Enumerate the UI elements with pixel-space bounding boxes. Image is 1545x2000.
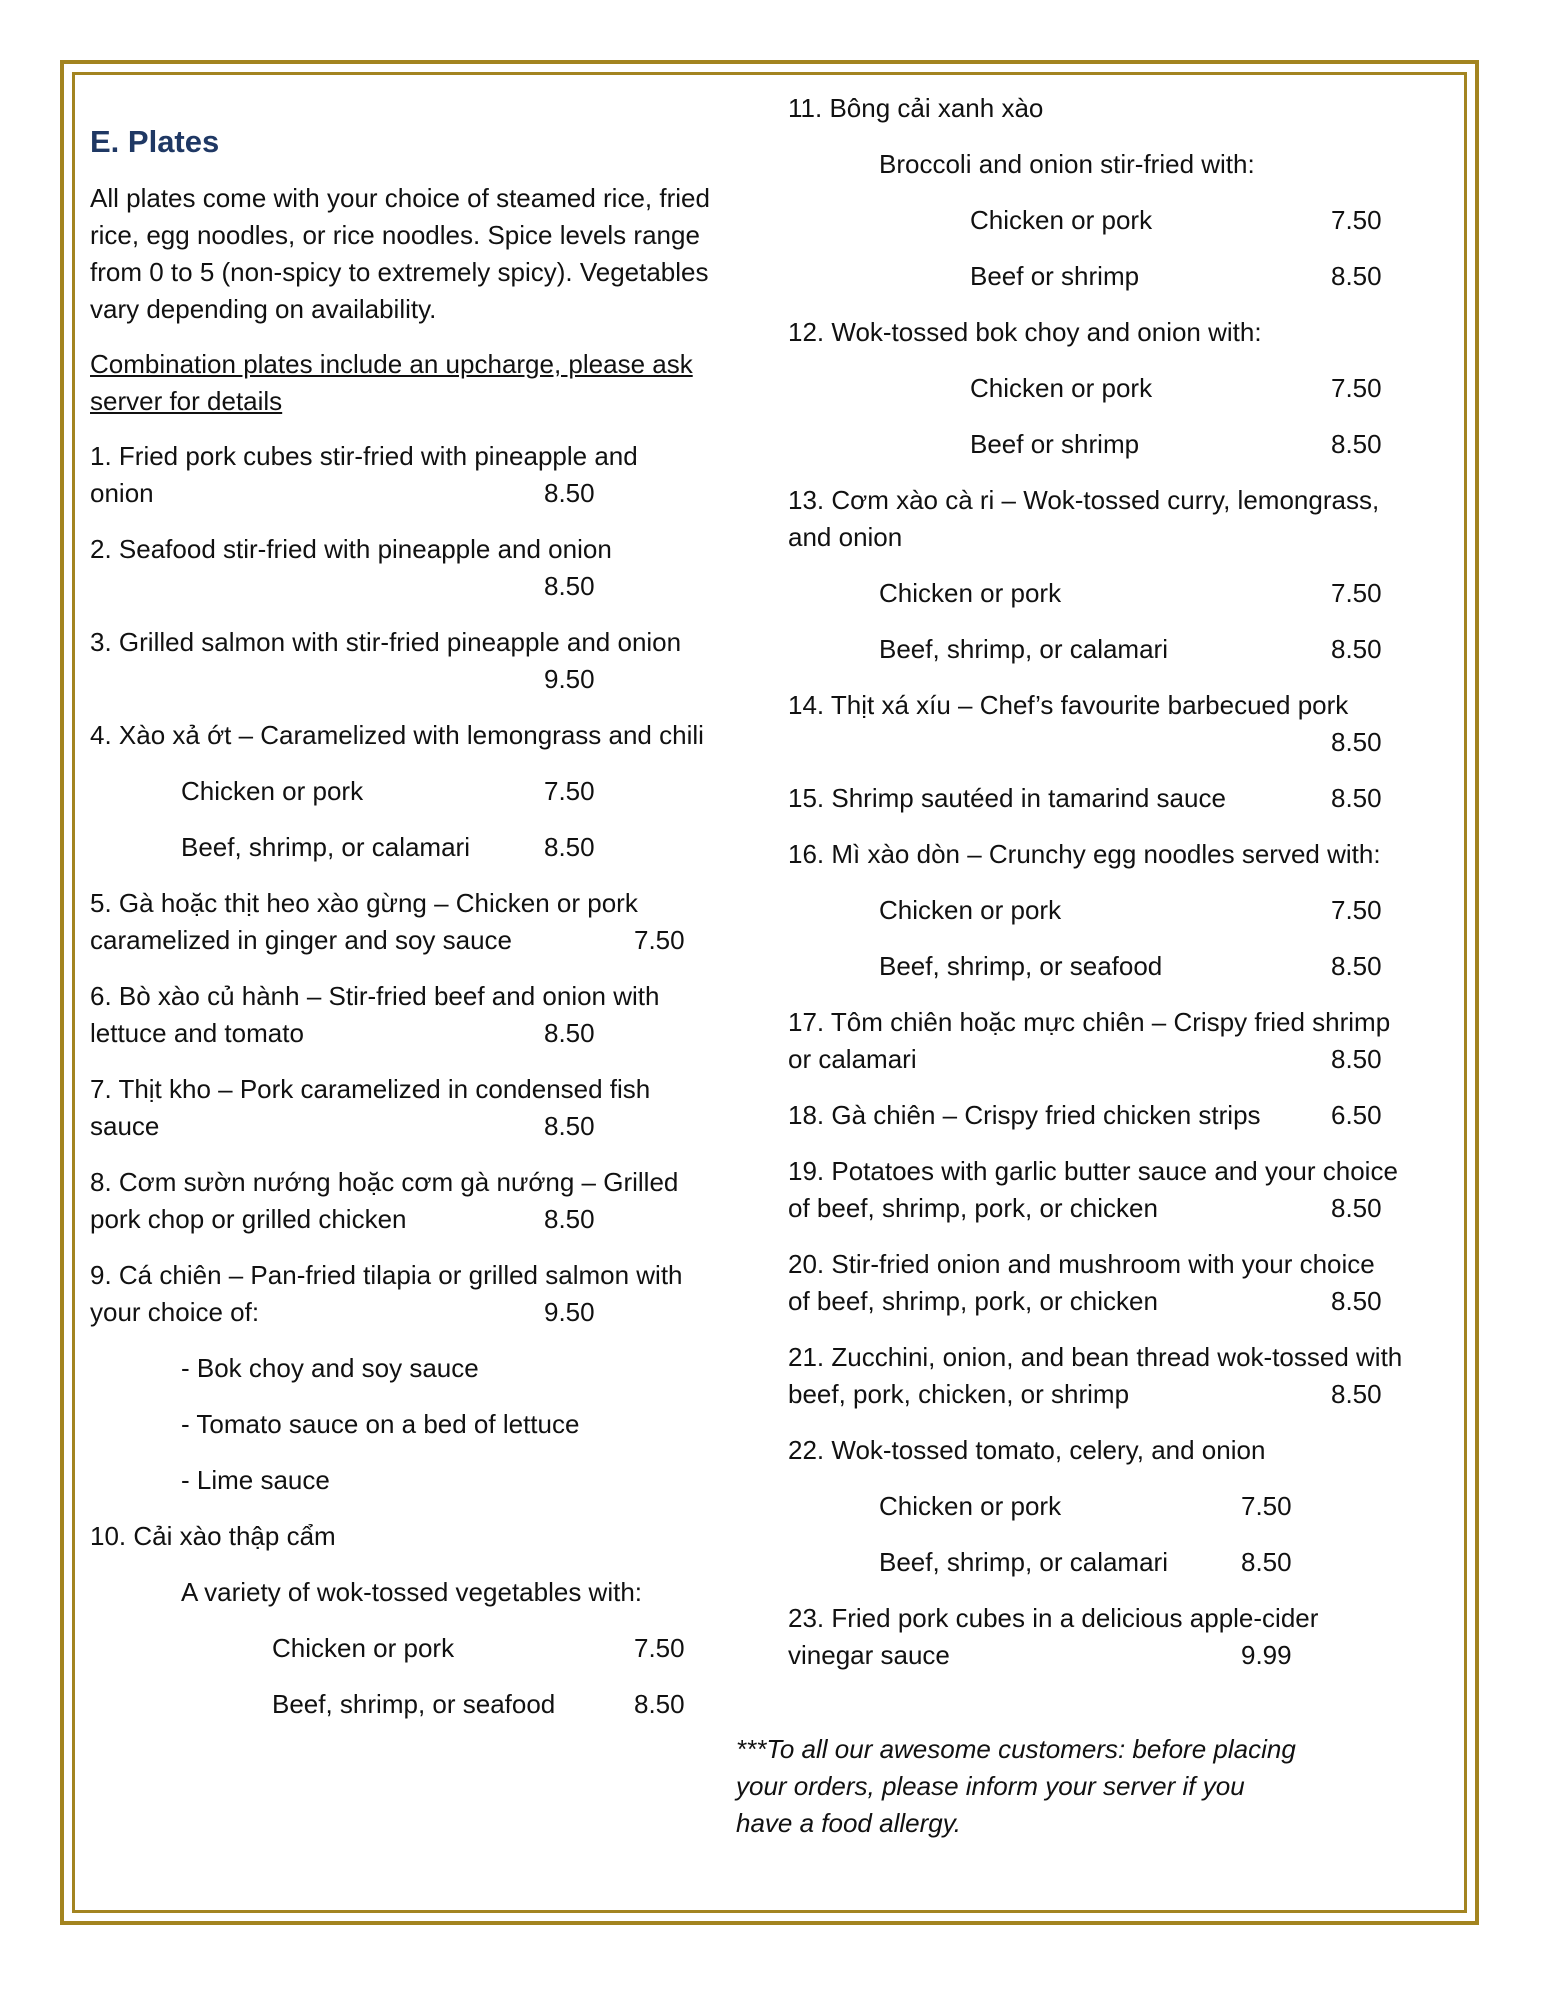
item-option bbox=[788, 258, 1448, 295]
item-title: 8. Cơm sườn nướng hoặc cơm gà nướng – Grilled bbox=[90, 1167, 679, 1197]
option-name: Chicken or pork bbox=[181, 776, 364, 806]
item-option bbox=[788, 370, 1448, 407]
item-option bbox=[90, 1630, 750, 1667]
item-option bbox=[90, 1686, 750, 1723]
option-name: Chicken or pork bbox=[879, 578, 1062, 608]
option-name: Chicken or pork bbox=[970, 205, 1153, 235]
option-price: 7.50 bbox=[1331, 205, 1382, 235]
item-title-cont: lettuce and tomato bbox=[90, 1018, 304, 1048]
section-title: E. Plates bbox=[90, 124, 220, 159]
item-title: 16. Mì xào dòn – Crunchy egg noodles served with: bbox=[788, 839, 1381, 869]
option-name: Chicken or pork bbox=[879, 1491, 1062, 1521]
item-title: 5. Gà hoặc thịt heo xào gừng – Chicken or pork bbox=[90, 888, 638, 918]
left-column bbox=[90, 122, 750, 1742]
menu-item-18 bbox=[788, 1097, 1448, 1134]
menu-item-8 bbox=[90, 1164, 750, 1238]
item-title-cont: of beef, shrimp, pork, or chicken bbox=[788, 1286, 1158, 1316]
item-title: 18. Gà chiên – Crispy fried chicken strips bbox=[788, 1100, 1261, 1130]
menu-item-13 bbox=[788, 482, 1448, 668]
subtitle-text: Broccoli and onion stir-fried with: bbox=[879, 149, 1255, 179]
option-price: 8.50 bbox=[1331, 634, 1382, 664]
option-price: 8.50 bbox=[634, 1689, 685, 1719]
item-title: 21. Zucchini, onion, and bean thread wok-tossed with bbox=[788, 1342, 1403, 1372]
item-option bbox=[788, 1488, 1448, 1525]
item-option bbox=[90, 1462, 750, 1499]
option-name: Beef or shrimp bbox=[970, 429, 1140, 459]
menu-item-23 bbox=[788, 1600, 1448, 1674]
option-price: 7.50 bbox=[1331, 578, 1382, 608]
menu-item-11 bbox=[788, 90, 1448, 295]
item-option bbox=[788, 426, 1448, 463]
option-price: 7.50 bbox=[1331, 373, 1382, 403]
item-title-cont: and onion bbox=[788, 522, 903, 552]
item-price: 8.50 bbox=[544, 1018, 595, 1048]
menu-item-1 bbox=[90, 438, 750, 512]
menu-item-21 bbox=[788, 1339, 1448, 1413]
item-option bbox=[788, 631, 1448, 668]
item-title: 6. Bò xào củ hành – Stir-fried beef and onion with bbox=[90, 981, 660, 1011]
item-option bbox=[90, 1350, 750, 1387]
option-name: Beef, shrimp, or seafood bbox=[879, 951, 1163, 981]
item-option bbox=[788, 1544, 1448, 1581]
option-price: 8.50 bbox=[1331, 261, 1382, 291]
item-title-cont: sauce bbox=[90, 1111, 160, 1141]
item-title: 4. Xào xả ớt – Caramelized with lemongrass and chili bbox=[90, 720, 704, 750]
item-title-cont: or calamari bbox=[788, 1044, 917, 1074]
option-price: 7.50 bbox=[544, 776, 595, 806]
menu-item-20 bbox=[788, 1246, 1448, 1320]
intro-text: All plates come with your choice of steamed rice, fried rice, egg noodles, or rice noodles. Spice levels range from 0 to 5 (non-spicy to extremely spicy). Vegetables vary depending on availability. bbox=[90, 183, 710, 324]
item-subtitle bbox=[90, 1574, 750, 1611]
menu-item-9 bbox=[90, 1257, 750, 1499]
option-name: - Bok choy and soy sauce bbox=[181, 1353, 479, 1383]
menu-item-10 bbox=[90, 1518, 750, 1723]
item-price: 8.50 bbox=[544, 478, 595, 508]
allergy-note: ***To all our awesome customers: before placing your orders, please inform your server if you have a food allergy. bbox=[736, 1734, 1296, 1838]
option-name: Chicken or pork bbox=[970, 373, 1153, 403]
subtitle-text: A variety of wok-tossed vegetables with: bbox=[181, 1577, 643, 1607]
menu-item-7 bbox=[90, 1071, 750, 1145]
item-option bbox=[90, 829, 750, 866]
menu-page bbox=[72, 72, 1467, 1913]
option-name: - Lime sauce bbox=[181, 1465, 330, 1495]
option-name: Beef, shrimp, or calamari bbox=[879, 1547, 1168, 1577]
option-price: 7.50 bbox=[1331, 895, 1382, 925]
item-price: 6.50 bbox=[1331, 1100, 1382, 1130]
item-title-cont: onion bbox=[90, 478, 154, 508]
option-price: 8.50 bbox=[544, 832, 595, 862]
item-title: 12. Wok-tossed bok choy and onion with: bbox=[788, 317, 1262, 347]
option-price: 7.50 bbox=[634, 1633, 685, 1663]
item-price: 8.50 bbox=[544, 1111, 595, 1141]
item-title-cont: your choice of: bbox=[90, 1297, 260, 1327]
item-price: 9.50 bbox=[544, 664, 595, 694]
item-title: 11. Bông cải xanh xào bbox=[788, 93, 1044, 123]
item-price: 8.50 bbox=[1331, 1379, 1382, 1409]
menu-item-14 bbox=[788, 687, 1448, 761]
item-title-cont: caramelized in ginger and soy sauce bbox=[90, 925, 513, 955]
option-name: Chicken or pork bbox=[879, 895, 1062, 925]
item-title: 3. Grilled salmon with stir-fried pineapple and onion bbox=[90, 627, 682, 657]
item-title: 22. Wok-tossed tomato, celery, and onion bbox=[788, 1435, 1266, 1465]
option-name: Beef or shrimp bbox=[970, 261, 1140, 291]
item-price: 8.50 bbox=[1331, 783, 1382, 813]
menu-item-22 bbox=[788, 1432, 1448, 1581]
item-price: 7.50 bbox=[634, 925, 685, 955]
item-subtitle bbox=[788, 146, 1448, 183]
item-price: 8.50 bbox=[544, 1204, 595, 1234]
item-option bbox=[90, 1406, 750, 1443]
menu-item-19 bbox=[788, 1153, 1448, 1227]
menu-item-6 bbox=[90, 978, 750, 1052]
item-price: 8.50 bbox=[544, 571, 595, 601]
item-price: 8.50 bbox=[1331, 1286, 1382, 1316]
option-price: 8.50 bbox=[1241, 1547, 1292, 1577]
item-option bbox=[788, 202, 1448, 239]
option-name: Beef, shrimp, or calamari bbox=[879, 634, 1168, 664]
item-title-cont: of beef, shrimp, pork, or chicken bbox=[788, 1193, 1158, 1223]
item-title: 2. Seafood stir-fried with pineapple and onion bbox=[90, 534, 612, 564]
item-title: 20. Stir-fried onion and mushroom with your choice bbox=[788, 1249, 1375, 1279]
item-title: 19. Potatoes with garlic butter sauce and your choice bbox=[788, 1156, 1398, 1186]
option-name: Beef, shrimp, or calamari bbox=[181, 832, 470, 862]
item-price: 9.99 bbox=[1241, 1640, 1292, 1670]
right-column bbox=[788, 90, 1448, 1693]
option-price: 8.50 bbox=[1331, 951, 1382, 981]
option-name: Chicken or pork bbox=[272, 1633, 455, 1663]
item-title: 23. Fried pork cubes in a delicious apple-cider bbox=[788, 1603, 1319, 1633]
item-price: 9.50 bbox=[544, 1297, 595, 1327]
item-title-cont: pork chop or grilled chicken bbox=[90, 1204, 407, 1234]
menu-item-17 bbox=[788, 1004, 1448, 1078]
item-option bbox=[90, 773, 750, 810]
upcharge-note: Combination plates include an upcharge, please ask server for details bbox=[90, 349, 693, 416]
menu-item-15 bbox=[788, 780, 1448, 817]
menu-item-4 bbox=[90, 717, 750, 866]
menu-item-3 bbox=[90, 624, 750, 698]
option-name: - Tomato sauce on a bed of lettuce bbox=[181, 1409, 580, 1439]
item-title: 10. Cải xào thập cẩm bbox=[90, 1521, 336, 1551]
menu-item-16 bbox=[788, 836, 1448, 985]
menu-item-5 bbox=[90, 885, 750, 959]
option-price: 7.50 bbox=[1241, 1491, 1292, 1521]
item-option bbox=[788, 948, 1448, 985]
item-title-cont: vinegar sauce bbox=[788, 1640, 950, 1670]
item-title: 13. Cơm xào cà ri – Wok-tossed curry, lemongrass, bbox=[788, 485, 1380, 515]
item-title: 14. Thịt xá xíu – Chef’s favourite barbecued pork bbox=[788, 690, 1349, 720]
item-price: 8.50 bbox=[1331, 1044, 1382, 1074]
item-option bbox=[788, 892, 1448, 929]
menu-item-2 bbox=[90, 531, 750, 605]
item-title: 9. Cá chiên – Pan-fried tilapia or grilled salmon with bbox=[90, 1260, 683, 1290]
item-title: 17. Tôm chiên hoặc mực chiên – Crispy fried shrimp bbox=[788, 1007, 1391, 1037]
menu-item-12 bbox=[788, 314, 1448, 463]
item-price: 8.50 bbox=[1331, 727, 1382, 757]
item-title: 7. Thịt kho – Pork caramelized in condensed fish bbox=[90, 1074, 651, 1104]
option-name: Beef, shrimp, or seafood bbox=[272, 1689, 556, 1719]
item-title: 15. Shrimp sautéed in tamarind sauce bbox=[788, 783, 1226, 813]
item-price: 8.50 bbox=[1331, 1193, 1382, 1223]
item-title: 1. Fried pork cubes stir-fried with pineapple and bbox=[90, 441, 638, 471]
option-price: 8.50 bbox=[1331, 429, 1382, 459]
item-title-cont: beef, pork, chicken, or shrimp bbox=[788, 1379, 1130, 1409]
item-option bbox=[788, 575, 1448, 612]
